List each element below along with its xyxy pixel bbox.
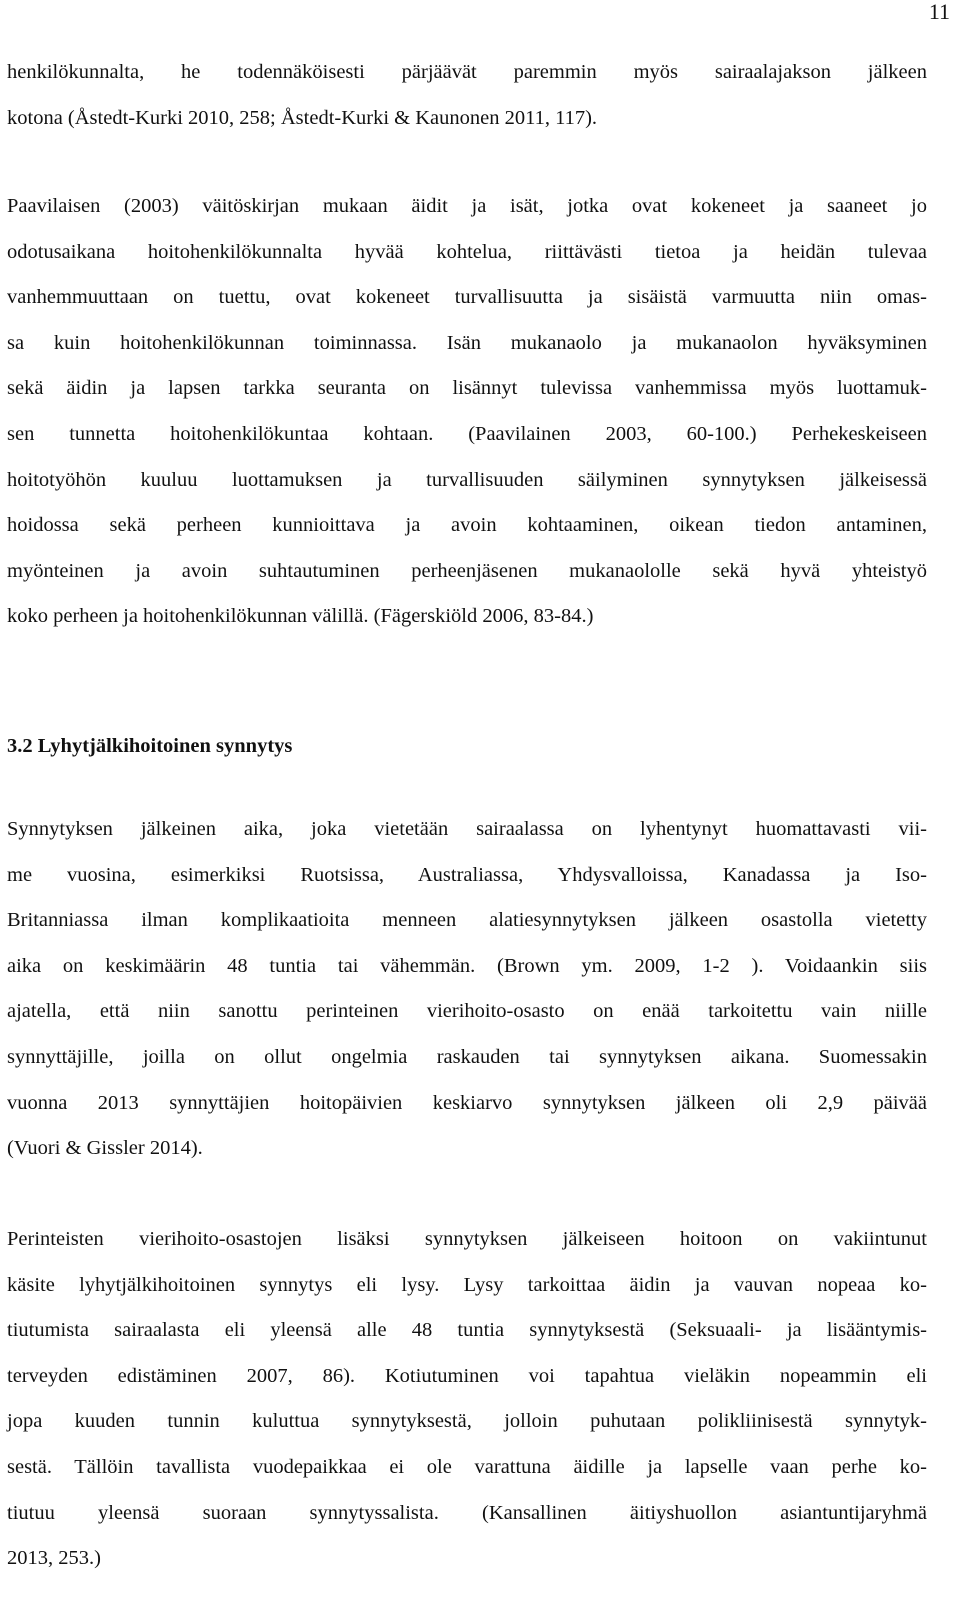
paragraph-2 — [7, 184, 927, 640]
text-line: tiutuu yleensä suoraan synnytyssalista. (Kansallinen äitiyshuollon asiantuntijaryhmä — [7, 1501, 927, 1524]
text-line: vanhemmuuttaan on tuettu, ovat kokeneet turvallisuutta ja sisäistä varmuutta niin omas- — [7, 286, 927, 309]
text-line: odotusaikana hoitohenkilökunnalta hyvää kohtelua, riittävästi tietoa ja heidän tulevaa — [7, 240, 927, 263]
text-line: Synnytyksen jälkeinen aika, joka vietetään sairaalassa on lyhentynyt huomattavasti vii- — [7, 818, 927, 840]
text-line: synnyttäjille, joilla on ollut ongelmia raskauden tai synnytyksen aikana. Suomessakin — [7, 1045, 927, 1068]
text-line: terveyden edistäminen 2007, 86). Kotiutuminen voi tapahtua vieläkin nopeammin eli — [7, 1364, 927, 1387]
text-line: tiutumista sairaalasta eli yleensä alle 48 tuntia synnytyksestä (Seksuaali- ja lisääntymis- — [7, 1319, 927, 1342]
text-line: henkilökunnalta, he todennäköisesti pärjäävät paremmin myös sairaalajakson jälkeen — [7, 61, 927, 83]
text-line: sestä. Tällöin tavallista vuodepaikkaa ei ole varattuna äidille ja lapselle vaan perhe ko- — [7, 1455, 927, 1478]
text-line: kotona (Åstedt-Kurki 2010, 258; Åstedt-Kurki & Kaunonen 2011, 117). — [7, 106, 598, 129]
paragraph-4 — [7, 1217, 927, 1582]
text-line: Perinteisten vierihoito-osastojen lisäksi synnytyksen jälkeiseen hoitoon on vakiintunut — [7, 1228, 927, 1250]
text-line: Paavilaisen (2003) väitöskirjan mukaan äidit ja isät, jotka ovat kokeneet ja saaneet jo — [7, 195, 927, 217]
text-line: sa kuin hoitohenkilökunnan toiminnassa. Isän mukanaolo ja mukanaolon hyväksyminen — [7, 331, 927, 354]
text-line: aika on keskimäärin 48 tuntia tai vähemmän. (Brown ym. 2009, 1-2 ). Voidaankin siis — [7, 954, 927, 977]
text-line: hoitotyöhön kuuluu luottamuksen ja turvallisuuden säilyminen synnytyksen jälkeisessä — [7, 468, 927, 491]
text-line: Britanniassa ilman komplikaatioita menneen alatiesynnytyksen jälkeen osastolla vietetty — [7, 909, 927, 932]
text-line: ajatella, että niin sanottu perinteinen vierihoito-osasto on enää tarkoitettu vain niille — [7, 1000, 927, 1023]
text-line: me vuosina, esimerkiksi Ruotsissa, Australiassa, Yhdysvalloissa, Kanadassa ja Iso- — [7, 863, 927, 886]
page-number: 11 — [928, 0, 950, 24]
text-line: (Vuori & Gissler 2014). — [7, 1137, 203, 1160]
text-line: 2013, 253.) — [7, 1547, 101, 1570]
text-line: sekä äidin ja lapsen tarkka seuranta on lisännyt tulevissa vanhemmissa myös luottamuk- — [7, 377, 927, 400]
text-line: jopa kuuden tunnin kuluttua synnytyksestä, jolloin puhutaan polikliinisestä synnytyk- — [7, 1410, 927, 1433]
text-line: myönteinen ja avoin suhtautuminen perheenjäsenen mukanaololle sekä hyvä yhteistyö — [7, 559, 927, 582]
text-line: sen tunnetta hoitohenkilökuntaa kohtaan. (Paavilainen 2003, 60-100.) Perhekeskeiseen — [7, 422, 927, 445]
text-line: vuonna 2013 synnyttäjien hoitopäivien keskiarvo synnytyksen jälkeen oli 2,9 päivää — [7, 1091, 927, 1114]
paragraph-1 — [7, 50, 927, 141]
text-line: käsite lyhytjälkihoitoinen synnytys eli lysy. Lysy tarkoittaa äidin ja vauvan nopeaa ko- — [7, 1273, 927, 1296]
paragraph-3 — [7, 807, 927, 1172]
section-heading: 3.2 Lyhytjälkihoitoinen synnytys — [7, 735, 293, 757]
text-line: koko perheen ja hoitohenkilökunnan välillä. (Fägerskiöld 2006, 83-84.) — [7, 605, 594, 628]
text-line: hoidossa sekä perheen kunnioittava ja avoin kohtaaminen, oikean tiedon antaminen, — [7, 514, 927, 537]
